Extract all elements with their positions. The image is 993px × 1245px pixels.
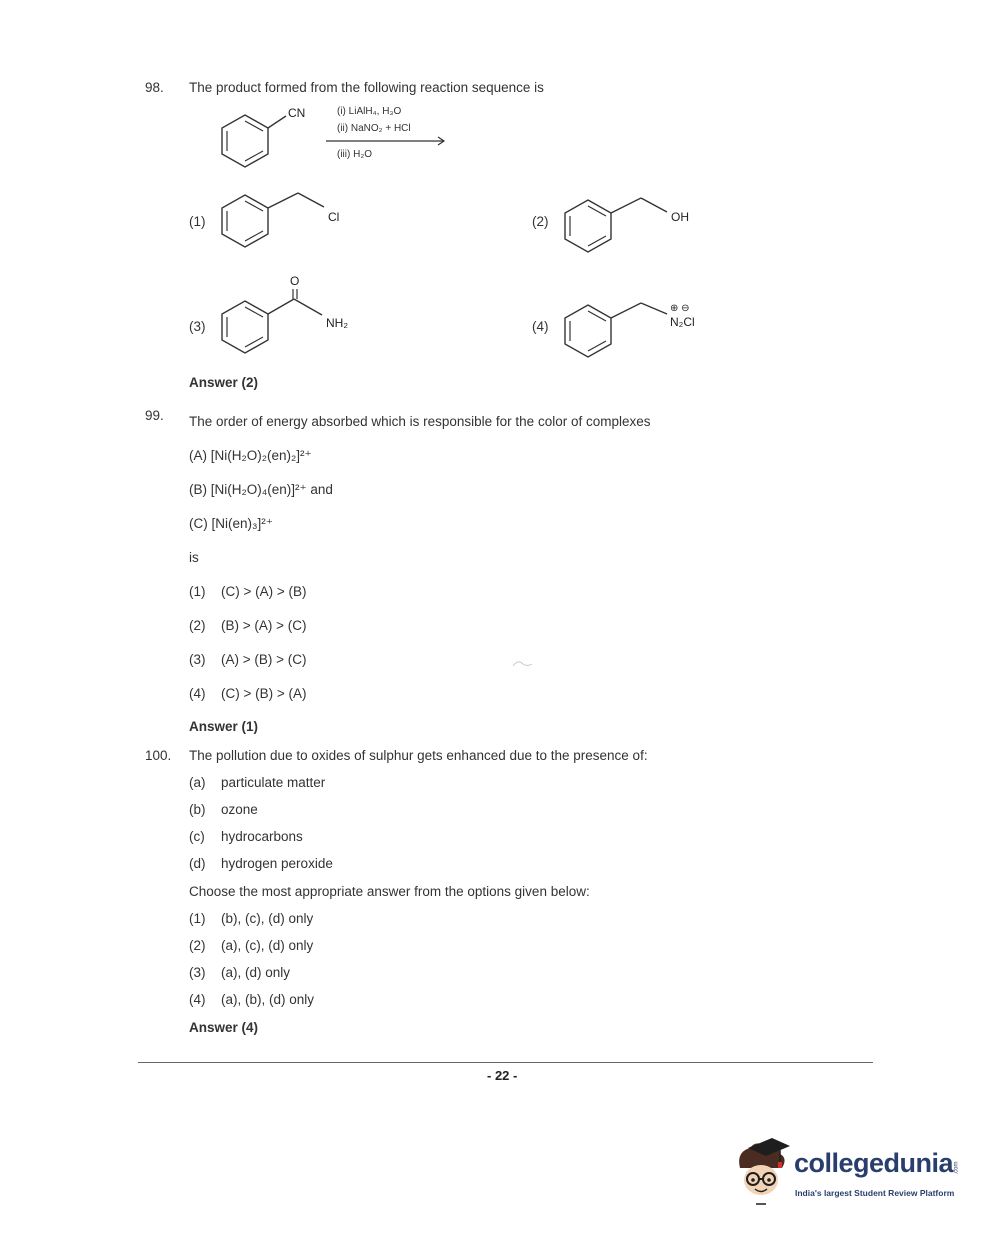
q99-option-2-text: (B) > (A) > (C) — [221, 618, 307, 633]
q98-question: The product formed from the following reaction sequence is — [189, 80, 544, 95]
q98-option-1-label: (1) — [189, 214, 206, 229]
q100-option-2-label: (2) — [189, 938, 206, 953]
q98-option-3-structure — [218, 290, 333, 360]
q98-option-1-structure — [218, 190, 333, 255]
q100-item-d-label: (d) — [189, 856, 206, 871]
q100-option-4-label: (4) — [189, 992, 206, 1007]
q98-option-2-label: (2) — [532, 214, 549, 229]
q100-item-a-text: particulate matter — [221, 775, 326, 790]
q100-item-d-text: hydrogen peroxide — [221, 856, 333, 871]
collegedunia-mascot-icon — [734, 1138, 792, 1206]
collegedunia-tagline: India's largest Student Review Platform — [795, 1188, 955, 1198]
q99-number: 99. — [145, 408, 164, 423]
q100-item-b-label: (b) — [189, 802, 206, 817]
q100-instruction: Choose the most appropriate answer from the options given below: — [189, 884, 590, 899]
q99-answer: Answer (1) — [189, 719, 259, 734]
q99-is: is — [189, 550, 199, 565]
q99-option-3-label: (3) — [189, 652, 206, 667]
q98-condition-3: (iii) H₂O — [337, 149, 372, 160]
q100-item-a-label: (a) — [189, 775, 206, 790]
q98-option-3-group: NH₂ — [326, 316, 348, 330]
q98-option-2-structure — [561, 195, 681, 260]
q98-condition-1: (i) LiAlH₄, H₃O — [337, 106, 402, 117]
collegedunia-logo-suffix: .com — [953, 1161, 960, 1175]
q98-option-1-group: Cl — [328, 210, 340, 224]
q98-option-4-label: (4) — [532, 319, 549, 334]
q98-option-3-carbonyl: O — [290, 274, 300, 288]
q98-option-3-label: (3) — [189, 319, 206, 334]
q98-answer: Answer (2) — [189, 375, 259, 390]
q100-option-1-label: (1) — [189, 911, 206, 926]
q100-option-3-label: (3) — [189, 965, 206, 980]
q98-option-4-group: N₂Cl — [670, 315, 695, 329]
q100-option-3-text: (a), (d) only — [221, 965, 291, 980]
q98-reactant-group: CN — [288, 106, 306, 120]
page-number: - 22 - — [487, 1068, 518, 1083]
collegedunia-logo: collegedunia — [794, 1148, 954, 1178]
q100-item-c-label: (c) — [189, 829, 205, 844]
q99-question: The order of energy absorbed which is responsible for the color of complexes — [189, 414, 651, 429]
q100-answer: Answer (4) — [189, 1020, 259, 1035]
q99-option-2-label: (2) — [189, 618, 206, 633]
q100-item-b-text: ozone — [221, 802, 258, 817]
footer-divider — [138, 1062, 873, 1063]
q98-option-2-group: OH — [671, 210, 689, 224]
q100-option-2-text: (a), (c), (d) only — [221, 938, 314, 953]
q99-option-4-label: (4) — [189, 686, 206, 701]
q99-option-4-text: (C) > (B) > (A) — [221, 686, 307, 701]
q100-item-c-text: hydrocarbons — [221, 829, 303, 844]
q100-option-1-text: (b), (c), (d) only — [221, 911, 314, 926]
q100-option-4-text: (a), (b), (d) only — [221, 992, 315, 1007]
q99-complex-b: (B) [Ni(H₂O)₄(en)]²⁺ and — [189, 482, 333, 497]
q98-option-4-structure — [561, 300, 681, 365]
q99-option-1-text: (C) > (A) > (B) — [221, 584, 307, 599]
stray-mark — [512, 658, 534, 670]
q100-number: 100. — [145, 748, 172, 763]
q99-option-3-text: (A) > (B) > (C) — [221, 652, 307, 667]
q99-option-1-label: (1) — [189, 584, 206, 599]
q99-complex-c: (C) [Ni(en)₃]²⁺ — [189, 516, 273, 531]
q98-condition-2: (ii) NaNO₂ + HCl — [337, 123, 411, 134]
reaction-arrow — [326, 135, 448, 147]
q98-number: 98. — [145, 80, 164, 95]
q98-option-4-charges: ⊕ ⊖ — [670, 303, 690, 314]
q99-complex-a: (A) [Ni(H₂O)₂(en)₂]²⁺ — [189, 448, 312, 463]
q100-question: The pollution due to oxides of sulphur gets enhanced due to the presence of: — [189, 748, 648, 763]
